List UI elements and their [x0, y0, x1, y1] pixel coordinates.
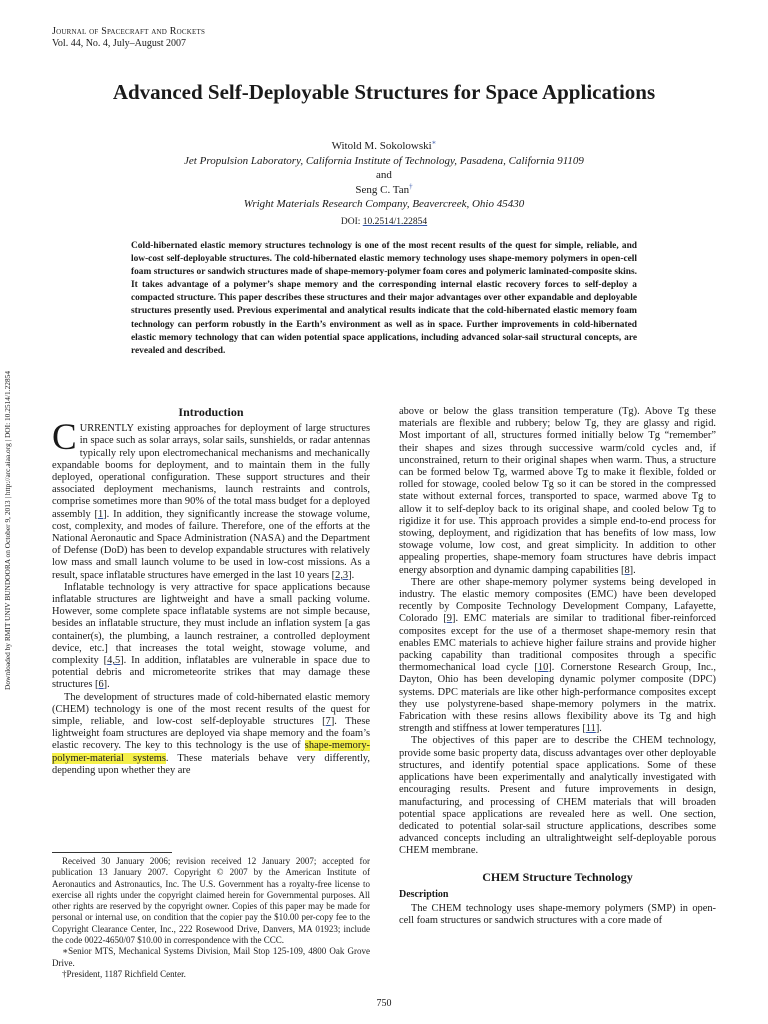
text-run: ]. These lightweight foam structures are deployed via shape memory and the foam’s elastic recovery. The key to this technology is the use of [52, 716, 370, 752]
text-run: ]. [348, 569, 355, 581]
author-block [0, 139, 768, 229]
section-heading-introduction: Introduction [178, 405, 244, 419]
text-run: above or below the glass transition temperature (Tg). Above Tg these materials are flexible and rubbery; below Tg, they are glassy and rigid. Most important of all, structures formed initially below Tg “remember” their shapes and sizes through successive warm/cold cycles and, if unconstrained, return to their original shapes when warm. Thus, a structure can be formed below Tg, warmed above Tg to make it flexible, folded or rolled for stowage, cooled below Tg so it can be stored in the compressed state without external forces, transported to space, warmed above Tg to allow it to self-deploy back to its original shape, and cooled below Tg to rigidize it for use. This approach provides a simple end-to-end process for stowing, deployment, and rigidization that has benefits of low mass, low stowage volume, low cost, and great simplicity. In addition to other appealing properties, shape-memory foam structures have debris impact energy absorption and dynamic damping capabilities [ [399, 406, 716, 576]
doi-line [0, 215, 768, 230]
citation-link[interactable]: 2,3 [335, 569, 349, 581]
abstract: Cold-hibernated elastic memory structures technology is one of the most recent results of the quest for simple, reliable, and low-cost self-deployable structures. The cold-hibernated elastic memory technology uses shape-memory polymers in open-cell foam structures or sandwich structures made of shape-memory-polymer foam cores and polymeric laminated-composite skins. It takes advantage of a polymer’s shape memory and the corresponding internal elastic recovery forces to self-deploy a compacted structure. This paper describes these structures and their major advantages over other expandable and deployable structures presently used. Previous experimental and analytical results indicate that the cold-hibernated elastic memory foam technology can perform robustly in the Earth’s environment as well as in space. Further improvements in cold-hibernated elastic memory technology that can widen potential space applications, including advanced solar-sail structural concepts, are revealed and described. [131, 241, 637, 356]
text-run: . These materials behave very differently, depending upon whether they are [52, 752, 370, 776]
doi-link[interactable]: 10.2514/1.22854 [362, 216, 428, 227]
citation-link[interactable]: 9 [446, 613, 452, 625]
doi-label: DOI: [340, 216, 361, 227]
footnote-1: ∗Senior MTS, Mechanical Systems Division, Mail Stop 125-109, 4800 Oak Grove Drive. [52, 946, 370, 968]
citation-link[interactable]: 1 [98, 508, 104, 520]
text-run: The development of structures made of cold-hibernated elastic memory (CHEM) technology is one of the most recent results of the quest for simple, reliable, and low-cost self-deployable structures [ [52, 691, 370, 728]
download-watermark [0, 300, 14, 690]
paragraph [52, 582, 370, 692]
text-run: ]. [629, 564, 636, 576]
text-run: ]. Cornerstone Research Group, Inc., Dayton, Ohio has been developing dynamic polymer composite (DPC) systems. DPC materials are like other high-performance composites except they use polystyrene-based shape-memory polymers in the matrix. Fabrication with these resins allows flexibility above its Tg and high strength and stiffness at lower temperatures [ [399, 662, 716, 735]
text-run: Inflatable technology is very attractive for space applications because inflatable structures are lightweight and have a small packing volume. However, some complete space inflatable systems are not simple because, besides an inflatable structure, they must include an inflation system [a gas container(s), the plumbing, a launch restrainer, a controlled deployment device, etc.] that increases the total weight, stowage volume, and complexity [ [52, 581, 370, 667]
paragraph [52, 417, 370, 582]
text-run: ]. In addition, inflatables are vulnerable in space due to potential debris and micrometeorite strikes that may damage these structures [ [52, 655, 370, 691]
affiliation-2: Wright Materials Research Company, Beavercreek, Ohio 45430 [243, 198, 525, 210]
author-1-footnote-link[interactable]: ∗ [431, 138, 437, 147]
journal-header [52, 26, 205, 50]
footnotes [52, 852, 370, 980]
author-2: Seng C. Tan [355, 183, 410, 196]
paragraph: The CHEM technology uses shape-memory polymers (SMP) in open-cell foam structures or sandwich structures with a core made of [399, 902, 716, 927]
citation-link[interactable]: 10 [537, 662, 549, 674]
citation-link[interactable]: 8 [624, 564, 630, 576]
footnote-rule [52, 852, 172, 853]
paragraph [399, 406, 716, 577]
paragraph: The objectives of this paper are to describe the CHEM technology, provide some basic property data, discuss advantages over other deployable structures, and identify potential space applications. Some of these applications have been experimentally and analytically investigated with encouraging results. Present and future improvements in design, manufacturing, and processing of CHEM materials that will broaden potential space applications are revealed here as well. One section, dedicated to potential solar-sail structure applications, describes some advanced concepts including an ultralightweight self-deployable porous CHEM membrane. [399, 735, 716, 857]
citation-link[interactable]: 11 [585, 723, 596, 735]
right-column [399, 406, 716, 927]
subsection-heading-description: Description [399, 888, 449, 900]
affiliation-1: Jet Propulsion Laboratory, California Institute of Technology, Pasadena, California 91109 [184, 154, 584, 167]
text-run: ]. [103, 679, 110, 691]
paper-title: Advanced Self-Deployable Structures for Space Applications [112, 80, 656, 104]
footnote-2: †President, 1187 Richfield Center. [62, 968, 186, 979]
left-column [52, 406, 370, 777]
text-run: ]. [595, 723, 602, 735]
journal-issue: Vol. 44, No. 4, July–August 2007 [52, 38, 186, 49]
citation-link[interactable]: 7 [325, 716, 331, 728]
received-note: Received 30 January 2006; revision received 12 January 2007; accepted for publication 13 January 2007. Copyright © 2007 by the American Institute of Aeronautics and Astronautics, Inc. The U.S. Government has a royalty-free license to exercise all rights under the copyright claimed herein for Governmental purposes. All other rights are reserved by the copyright owner. Copies of this paper may be made for personal or internal use, on condition that the copier pay the $10.00 per-copy fee to the Copyright Clearance Center, Inc., 222 Rosewood Drive, Danvers, MA 01923; include the code 0022-4650/07 $10.00 in correspondence with the CCC. [52, 856, 370, 946]
text-run: There are other shape-memory polymer systems being developed in industry. The elastic memory composites (EMC) have been developed recently by Composite Technology Development Company, Lafayette, Colorado [ [399, 576, 716, 625]
page-number: 750 [376, 998, 392, 1009]
paragraph [52, 692, 370, 777]
author-conjunction: and [376, 169, 392, 181]
download-watermark-text: Downloaded by RMIT UNIV BUNDOORA on October 9, 2013 | http://arc.aiaa.org | DOI: 10.2514/1.22854 [3, 370, 12, 690]
text-run: ]. EMC materials are similar to traditional fiber-reinforced composites except for the use of a thermoset shape-memory resin that enables EMC materials to achieve higher failure strains and provide higher packing capability than traditional composites through a specific thermomechanical load cycle [ [399, 613, 716, 674]
text-run: ]. In addition, they significantly increase the stowage volume, cost, complexity, and modes of failure. Therefore, one of the efforts at the National Aeronautic and Space Administration (NASA) and the Department of Defense (DoD) has been to develop expandable structures with relatively low mass and small launch volume to be used in low-cost missions. As a result, space inflatable structures have emerged in the last 10 years [ [52, 508, 370, 581]
journal-name: Journal of Spacecraft and Rockets [52, 26, 206, 37]
author-1: Witold M. Sokolowski [331, 140, 432, 152]
citation-link[interactable]: 6 [98, 679, 104, 691]
citation-link[interactable]: 4,5 [107, 655, 121, 667]
section-heading-chem: CHEM Structure Technology [482, 869, 633, 884]
paragraph [399, 577, 716, 736]
drop-cap: C [52, 417, 77, 459]
author-2-footnote-link[interactable]: † [409, 181, 413, 190]
highlighted-text[interactable]: shape-memory-polymer-material systems [52, 740, 370, 764]
text-run: URRENTLY existing approaches for deployment of large structures in space such as solar arrays, solar sails, sunshields, or radar antennas typically rely upon electromechanical mechanisms and mechanically expandable booms for deployment, and to maintain them in the fully deployed, operational configuration. These support structures and their associated deployment mechanisms, launch restraints and controls, comprise sometimes more than 90% of the total mass budget for a deployed assembly [ [52, 423, 370, 520]
